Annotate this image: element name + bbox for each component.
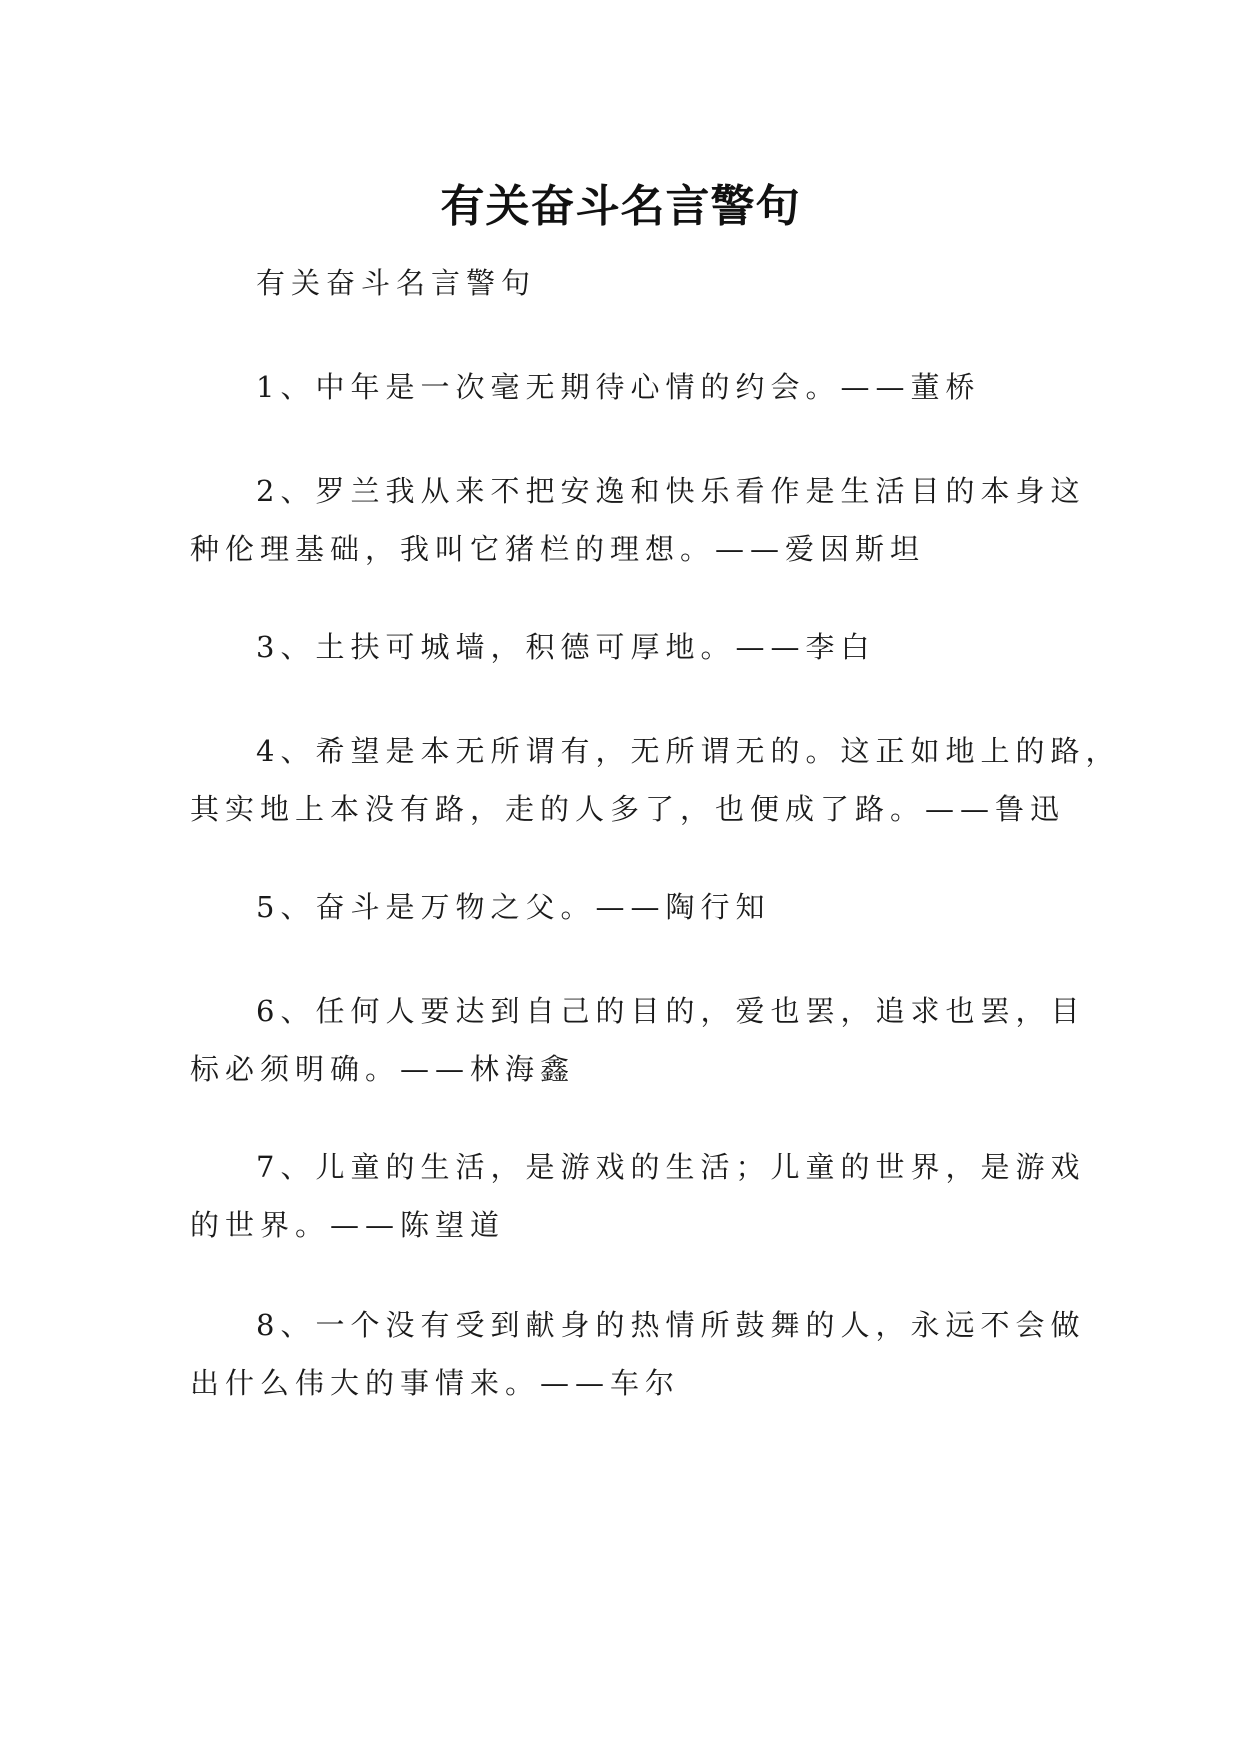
intro-line: 有关奋斗名言警句 — [256, 266, 537, 300]
quote-line: 的世界。——陈望道 — [190, 1208, 506, 1242]
quote-3 — [190, 618, 1070, 676]
quote-1 — [190, 358, 1070, 416]
quote-line: 8、一个没有受到献身的热情所鼓舞的人，永远不会做 — [256, 1308, 1086, 1342]
quote-line: 7、儿童的生活，是游戏的生活；儿童的世界，是游戏 — [256, 1150, 1086, 1184]
quote-line: 3、土扶可城墙，积德可厚地。——李白 — [256, 630, 876, 664]
quote-line: 2、罗兰我从来不把安逸和快乐看作是生活目的本身这 — [256, 474, 1086, 508]
quote-line: 5、奋斗是万物之父。——陶行知 — [256, 890, 771, 924]
quote-4 — [190, 722, 1121, 838]
document-title: 有关奋斗名言警句 — [440, 181, 801, 233]
quote-line: 标必须明确。——林海鑫 — [190, 1052, 576, 1086]
quote-line: 6、任何人要达到自己的目的，爱也罢，追求也罢，目 — [256, 994, 1086, 1028]
quote-line: 其实地上本没有路，走的人多了，也便成了路。——鲁迅 — [190, 792, 1066, 826]
quote-5 — [190, 878, 1070, 936]
intro-paragraph — [190, 254, 1070, 312]
quote-line: 种伦理基础，我叫它猪栏的理想。——爱因斯坦 — [190, 532, 926, 566]
quote-2 — [190, 462, 1086, 578]
quote-line: 1、中年是一次毫无期待心情的约会。——董桥 — [256, 370, 981, 404]
quote-6 — [190, 982, 1086, 1098]
quote-line: 4、希望是本无所谓有，无所谓无的。这正如地上的路， — [256, 734, 1121, 768]
quote-line: 出什么伟大的事情来。——车尔 — [190, 1366, 681, 1400]
quote-8 — [190, 1296, 1086, 1412]
quote-7 — [190, 1138, 1086, 1254]
